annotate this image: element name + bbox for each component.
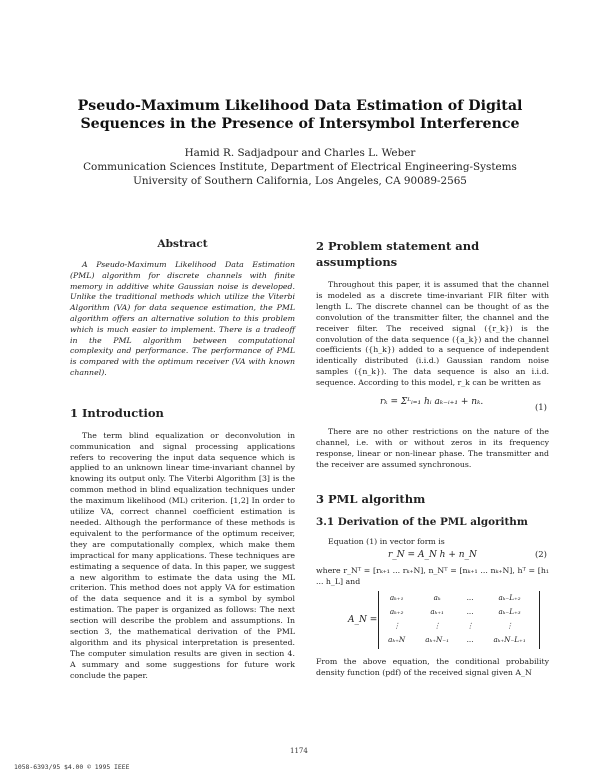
matrix-row	[379, 633, 539, 647]
matrix-cell: aₖ₊N	[388, 635, 406, 645]
matrix-cell: aₖ₊₂	[389, 607, 404, 617]
affiliation: Communication Sciences Institute, Department of Electrical Engineering-Systems	[83, 161, 517, 173]
matrix-cell: ...	[466, 593, 474, 603]
problem-text-1: Throughout this paper, it is assumed that the channel is modeled as a discrete time-invariant FIR filter with length L. The discrete channel can be thought of as the convolution of the transmitter filter, the channel and the receiver filter. The received signal ({r_k}) is the convolution of the data sequence ({a_k}) and the channel coefficients ({h_k}) added to a sequence of independent identically distributed (i.i.d.) Gaussian random noise samples ({n_k}). The data sequence is also an i.i.d. sequence. According to this model, r_k can be written as	[316, 280, 549, 388]
address: University of Southern California, Los Angeles, CA 90089-2565	[133, 175, 467, 187]
section-3-heading: 3 PML algorithm	[316, 491, 426, 506]
matrix-cell: aₖ₋L₊₃	[498, 607, 521, 617]
matrix-cell: aₖ	[433, 593, 441, 603]
page-number: 1174	[290, 747, 308, 755]
matrix-cell: aₖ₊₁	[389, 593, 404, 603]
matrix-row	[379, 605, 539, 619]
equation-1	[316, 391, 549, 425]
matrix-label: A_N =	[348, 615, 378, 626]
paper-title: Pseudo-Maximum Likelihood Data Estimation of Digital Sequences in the Presence of Intersymbol Interference	[77, 98, 523, 132]
abstract-heading: Abstract	[157, 238, 208, 250]
matrix-table	[379, 591, 539, 647]
matrix-cell: aₖ₊N₋₁	[425, 635, 449, 645]
matrix-row	[379, 619, 539, 633]
problem-text-2: There are no other restrictions on the nature of the channel, i.e. with or without zeros in its frequency response, linear or non-linear phase. The transmitter and the receiver are assumed synchronous.	[316, 427, 549, 469]
pml-text-1: Equation (1) in vector form is	[328, 536, 445, 546]
author-block	[80, 146, 520, 188]
matrix-cell: aₖ₋L₊₂	[498, 593, 521, 603]
matrix-cell: ...	[466, 607, 474, 617]
equation-2-number: (2)	[534, 549, 547, 560]
pml-text-3: From the above equation, the conditional probability density function (pdf) of the received signal given A_N	[316, 657, 549, 678]
subsection-3-1-heading: 3.1 Derivation of the PML algorithm	[316, 515, 528, 528]
equation-2-expression: r_N = A_N h + n_N	[388, 549, 477, 560]
equation-2	[316, 548, 549, 566]
matrix-row	[379, 591, 539, 605]
matrix-cell: ⋮	[506, 621, 514, 631]
matrix-equation	[316, 589, 549, 653]
matrix-cell: ...	[466, 635, 474, 645]
matrix-cell: ⋮	[433, 621, 441, 631]
section-2-heading: 2 Problem statement and assumptions	[316, 239, 480, 269]
matrix-cell: ⋮	[466, 621, 474, 631]
matrix-cell: ⋮	[393, 621, 401, 631]
equation-1-expression: rₖ = Σᴸᵢ₌₁ hᵢ aₖ₋ᵢ₊₁ + nₖ.	[380, 397, 484, 408]
matrix-cell: aₖ₊N₋L₊₁	[493, 635, 526, 645]
pml-text-2: where r_Nᵀ = [rₖ₊₁ ... rₖ₊N], n_Nᵀ = [nₖ₊₁ ... nₖ₊N], hᵀ = [h₁ ... h_L] and	[316, 565, 549, 586]
intro-text: The term blind equalization or deconvolution in communication and signal processing applications refers to recovering the input data sequence which is applied to an unknown linear time-invariant channel by knowing its output only. The Viterbi Algorithm [3] is the common method in blind equalization techniques under the maximum likelihood (ML) criterion. [1,2] In order to utilize VA, correct channel coefficient estimation is needed. Although the performance of these methods is equivalent to the performance of the optimum receiver, they are computationally complex, which make them impractical for many applications. These techniques are estimating a sequence of data. In this paper, we suggest a new algorithm to estimate the data using the ML criterion. This method does not apply VA for estimation of the data sequence and it is a symbol by symbol estimation. The paper is organized as follows: The next section will describe the problem and assumptions. In section 3, the mathematical derivation of the PML algorithm and its physical interpretation is presented. The computer simulation results are given in section 4. A summary and some suggestions for future work conclude the paper.	[70, 430, 295, 680]
equation-1-number: (1)	[534, 403, 547, 414]
matrix-cell: aₖ₊₁	[430, 607, 444, 617]
abstract-text: A Pseudo-Maximum Likelihood Data Estimation (PML) algorithm for discrete channels with finite memory in additive white Gaussian noise is developed. Unlike the traditional methods which utilize the Viterbi Algorithm (VA) for data sequence estimation, the PML algorithm offers an alternative solution to this problem which is much easier to implement. There is a tradeoff in the PML algorithm between computational complexity and performance. The performance of PML is compared with the optimum receiver (VA with known channel).	[70, 260, 295, 377]
left-column	[70, 238, 295, 682]
copyright-line: 1058-6393/95 $4.00 © 1995 IEEE	[14, 763, 130, 771]
right-column	[316, 238, 549, 679]
matrix-an	[378, 591, 540, 649]
section-1-heading: 1 Introduction	[70, 405, 164, 420]
author-names: Hamid R. Sadjadpour and Charles L. Weber	[184, 147, 416, 159]
